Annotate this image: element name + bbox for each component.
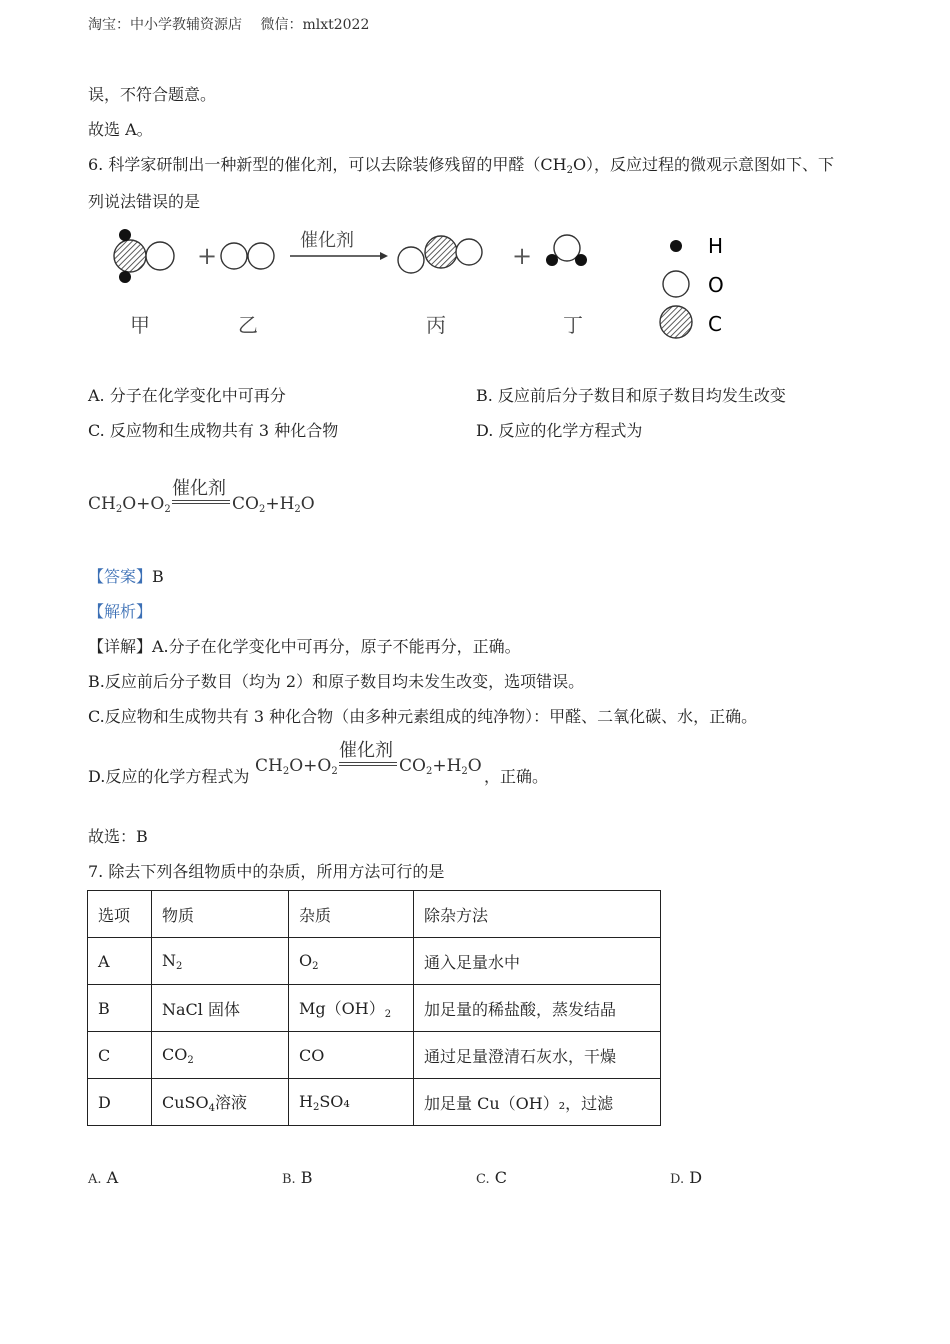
equation-condition: 催化剂 (172, 478, 226, 499)
equation-condition: 催化剂 (339, 740, 393, 761)
catalyst-label: 催化剂 (300, 230, 354, 251)
atom-legend (660, 234, 724, 338)
choose-line: 故选：B (88, 827, 148, 846)
answer-tag: 【答案】 (88, 567, 153, 586)
analysis-tag: 【解析】 (88, 602, 153, 621)
equation-lhs: $CH_2O+O_2$ (88, 494, 171, 515)
oxygen-molecule (221, 243, 274, 269)
equation-lhs: $CH_2O+O_2$ (255, 756, 338, 777)
header-option: 选项 (88, 891, 152, 938)
q6-option-b: B. 反应前后分子数目和原子数目均发生改变 (476, 386, 786, 405)
table-row: A $N_2$ $O_2$ 通入足量水中 (88, 938, 661, 985)
header-method: 除杂方法 (414, 891, 661, 938)
table-row: C $CO_2$ CO 通过足量澄清石灰水，干燥 (88, 1032, 661, 1079)
detail-a: 【详解】A.分子在化学变化中可再分，原子不能再分，正确。 (88, 637, 521, 656)
q7-choice-c: C. C (476, 1168, 507, 1187)
header-substance: 物质 (152, 891, 289, 938)
plus-sign-1: + (197, 242, 218, 270)
hydrogen-atom-icon (670, 240, 682, 252)
equation-double-line (172, 500, 230, 504)
detail-d: D.反应的化学方程式为 (88, 767, 250, 786)
equation-rhs: $CO_2+H_2O$ (232, 494, 315, 515)
q7-choice-a: A. A (88, 1168, 119, 1187)
carbon-dioxide-molecule (398, 236, 482, 273)
equation-detail-d (255, 736, 485, 780)
svg-text:C: C (708, 312, 722, 336)
plus-sign-2: + (512, 242, 533, 270)
answer-line: 【答案】B (88, 567, 164, 586)
page-header: 淘宝：中小学教辅资源店 微信：mlxt2022 (88, 17, 370, 33)
prev-choose-line: 故选 A。 (88, 120, 153, 139)
label-jia: 甲 (130, 313, 150, 337)
detail-c: C.反应物和生成物共有 3 种化合物（由多种元素组成的纯净物）：甲醛、二氧化碳、水，正确。 (88, 707, 758, 726)
table-row: D CuSO$_4$溶液 $H_2SO_4$ 加足量 Cu（OH）₂，过滤 (88, 1079, 661, 1126)
formaldehyde-molecule (114, 229, 174, 283)
label-ding: 丁 (563, 313, 583, 337)
q6-stem-line2: 列说法错误的是 (88, 192, 201, 211)
label-yi: 乙 (238, 313, 258, 337)
detail-b: B.反应前后分子数目（均为 2）和原子数目均未发生改变，选项错误。 (88, 672, 585, 691)
q6-stem-line1: 6. 科学家研制出一种新型的催化剂，可以去除装修残留的甲醛$(CH_2O)$，反应过程的微观示意图如下、下 (88, 155, 835, 176)
header-impurity: 杂质 (289, 891, 414, 938)
q7-stem: 7. 除去下列各组物质中的杂质，所用方法可行的是 (88, 862, 445, 881)
table-row: B NaCl 固体 $Mg(OH)_2$ 加足量的稀盐酸，蒸发结晶 (88, 985, 661, 1032)
oxygen-atom-icon (663, 271, 689, 297)
water-molecule (546, 235, 587, 266)
reaction-diagram (100, 222, 760, 342)
q6-option-a: A. 分子在化学变化中可再分 (88, 386, 286, 405)
detail-d-tail: ，正确。 (484, 767, 549, 786)
reaction-arrow (290, 252, 388, 260)
equation-rhs: $CO_2+H_2O$ (399, 756, 482, 777)
label-bing: 丙 (426, 313, 446, 337)
q7-choice-b: B. B (282, 1168, 313, 1187)
svg-text:H: H (708, 234, 724, 258)
q7-table (87, 890, 661, 1126)
q7-choice-d: D. D (670, 1168, 703, 1187)
carbon-atom-icon (660, 306, 692, 338)
table-header-row (88, 891, 661, 938)
svg-text:O: O (708, 273, 724, 297)
q6-option-d: D. 反应的化学方程式为 (476, 421, 643, 440)
equation-double-line (339, 762, 397, 766)
q6-option-c: C. 反应物和生成物共有 3 种化合物 (88, 421, 339, 440)
prev-answer-line: 误，不符合题意。 (88, 85, 217, 104)
